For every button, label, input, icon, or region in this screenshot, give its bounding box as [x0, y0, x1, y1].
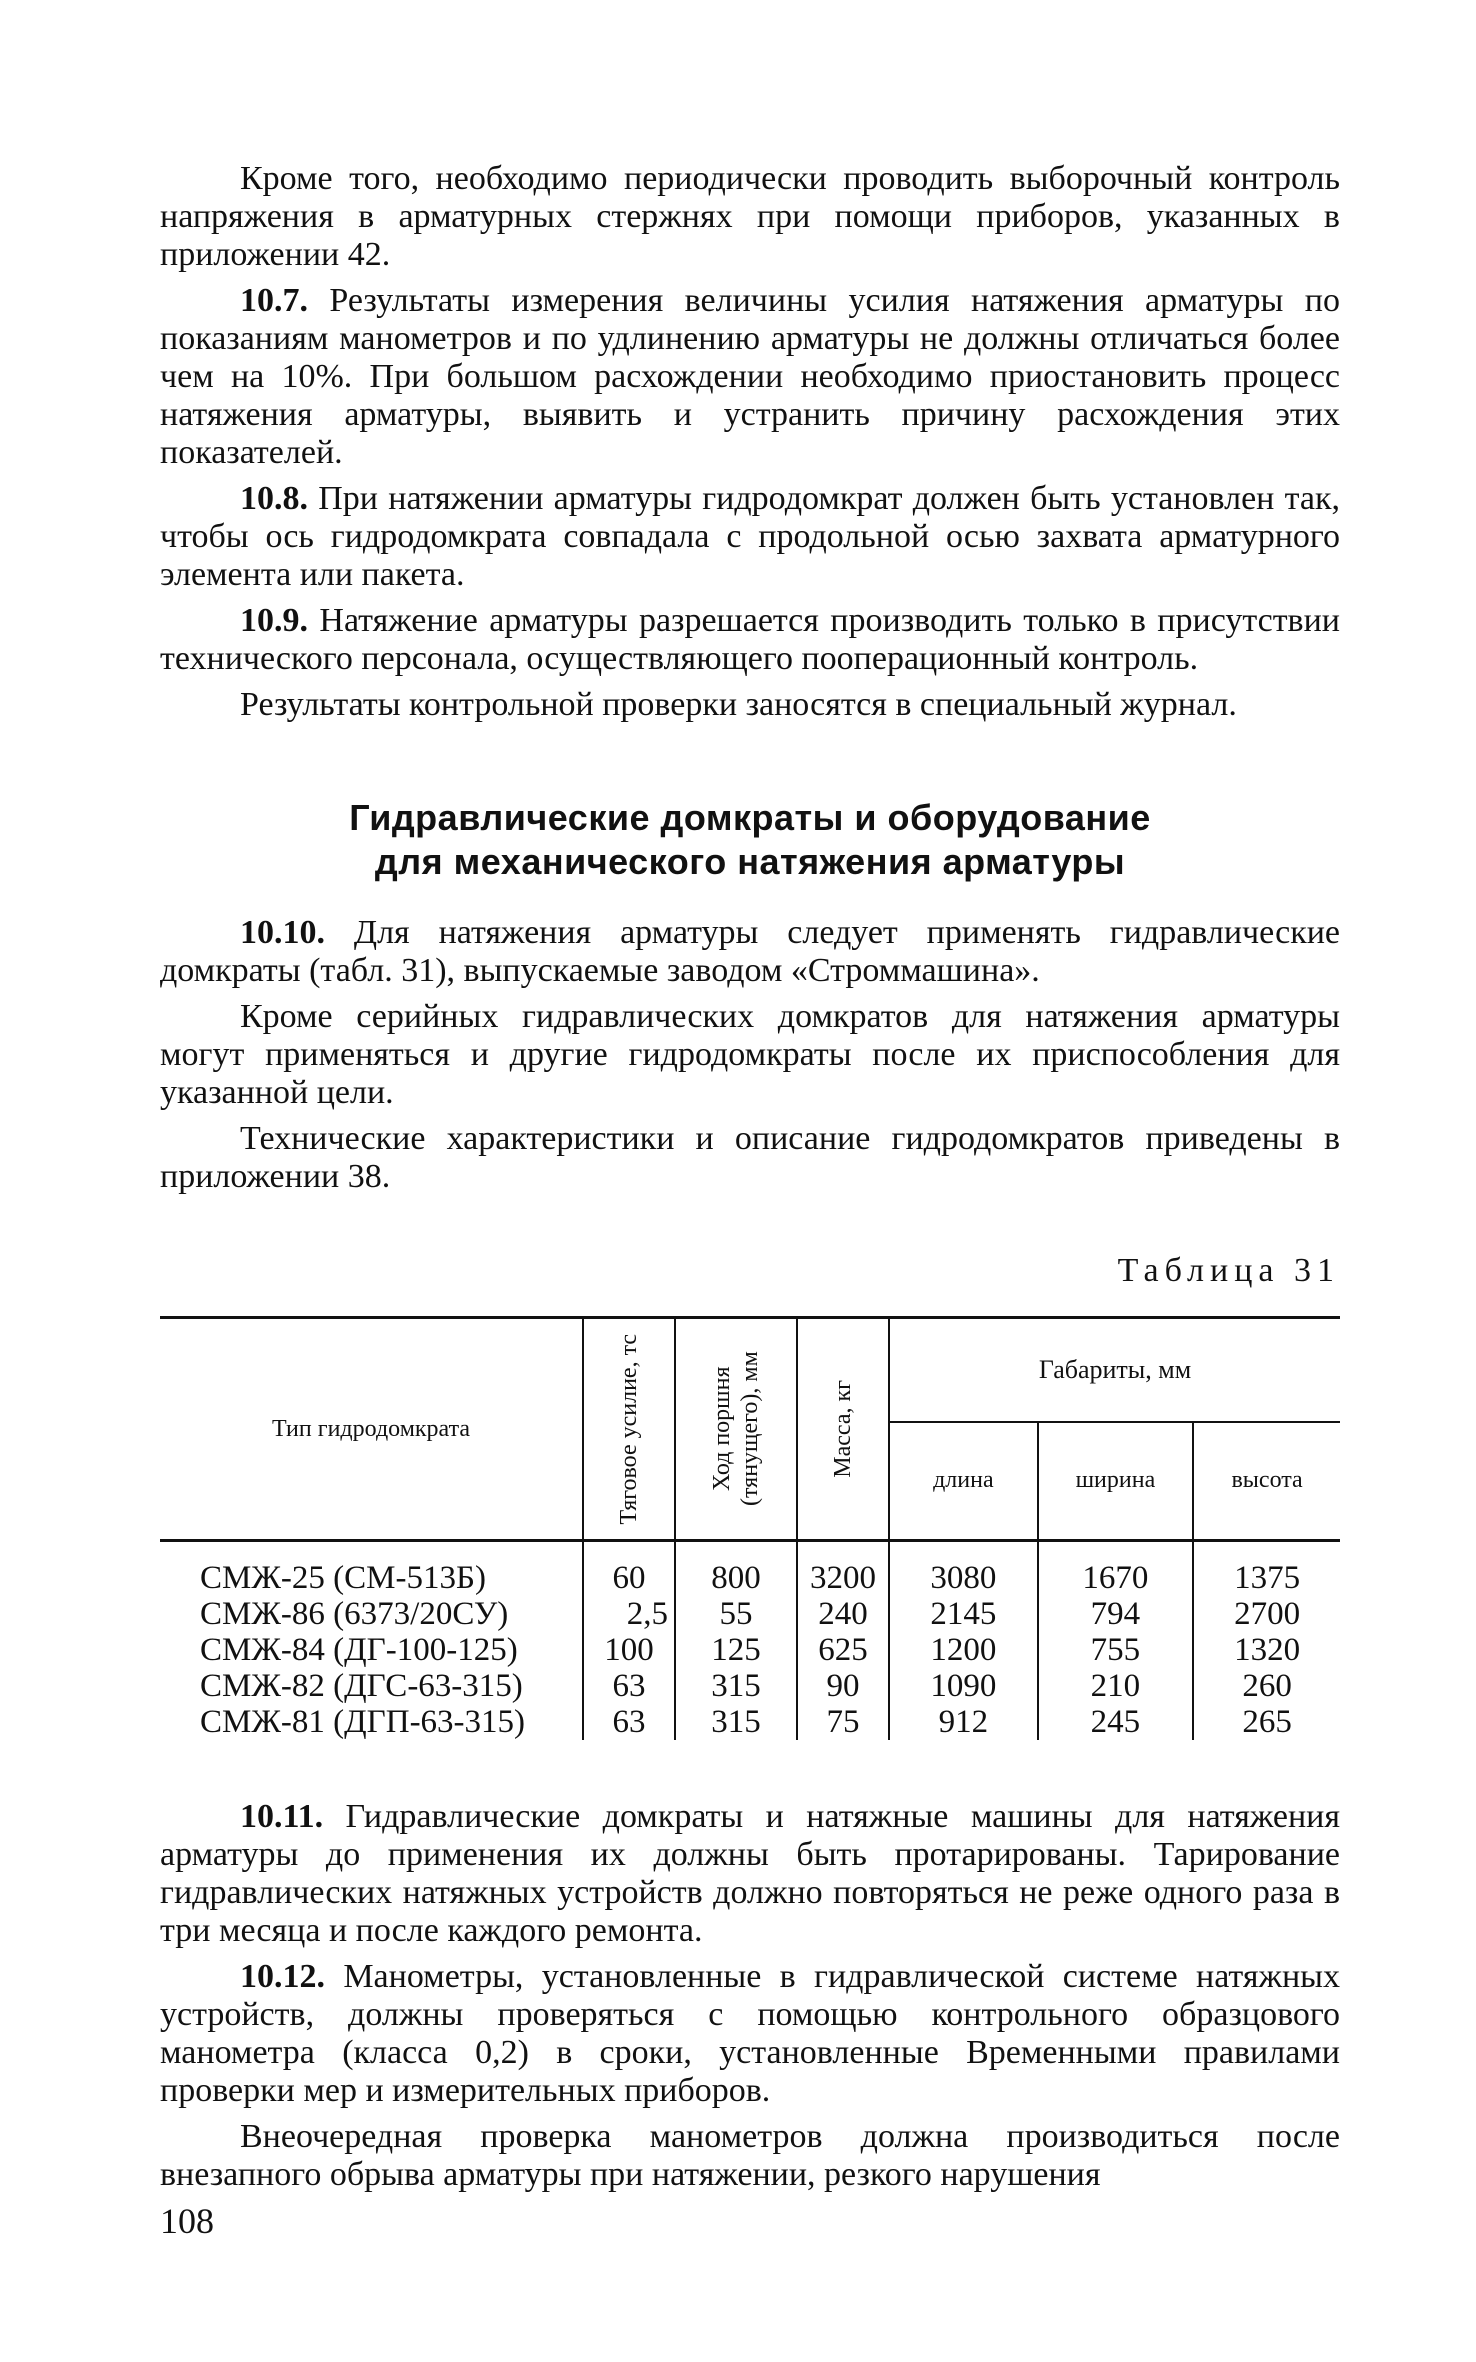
cell-height: 1375 — [1193, 1541, 1340, 1597]
paragraph: Кроме серийных гидравлических домкратов для натяжения арматуры могут применяться и другие гидродомкраты после их приспособления для указанной цели. — [160, 998, 1340, 1111]
cell-mass: 625 — [797, 1632, 889, 1668]
heading-line-2: для механического натяжения арматуры — [374, 841, 1126, 882]
paragraph: Внеочередная проверка манометров должна производиться после внезапного обрыва арматуры при натяжении, резкого нарушения — [160, 2118, 1340, 2193]
cell-height: 260 — [1193, 1668, 1340, 1704]
cell-length: 1090 — [889, 1668, 1038, 1704]
cell-stroke: 125 — [675, 1632, 797, 1668]
bottom-section — [160, 1798, 1340, 2194]
page-number: 108 — [160, 2201, 214, 2241]
header-dims: Габариты, мм — [889, 1318, 1340, 1422]
cell-height: 2700 — [1193, 1596, 1340, 1632]
cell-length: 3080 — [889, 1541, 1038, 1597]
cell-mass: 240 — [797, 1596, 889, 1632]
paragraph-10-10: 10.10. Для натяжения арматуры следует применять гидравлические домкраты (табл. 31), выпускаемые заводом «Строммашина». — [160, 914, 1340, 989]
paragraph-10-12: 10.12. Манометры, установленные в гидравлической системе натяжных устройств, должны проверяться с помощью контрольного образцового манометра (класса 0,2) в сроки, установленные Временными правилами проверки мер и измерительных приборов. — [160, 1958, 1340, 2109]
cell-type: СМЖ-84 (ДГ-100-125) — [200, 1632, 518, 1668]
header-width: ширина — [1038, 1422, 1194, 1541]
cell-type: СМЖ-82 (ДГС-63-315) — [200, 1668, 523, 1704]
cell-width: 1670 — [1038, 1541, 1194, 1597]
header-mass: Масса, кг — [797, 1318, 889, 1541]
paragraph: Результаты контрольной проверки заносятся в специальный журнал. — [240, 686, 1237, 723]
cell-stroke: 55 — [675, 1596, 797, 1632]
mid-section — [160, 914, 1340, 1196]
heading-line-1: Гидравлические домкраты и оборудование — [349, 797, 1151, 838]
paragraph: Технические характеристики и описание гидродомкратов приведены в приложении 38. — [160, 1120, 1340, 1195]
cell-width: 794 — [1038, 1596, 1194, 1632]
cell-length: 912 — [889, 1704, 1038, 1740]
cell-type: СМЖ-81 (ДГП-63-315) — [200, 1704, 526, 1740]
table-row — [160, 1668, 1340, 1704]
paragraph-10-8: 10.8. При натяжении арматуры гидродомкрат должен быть установлен так, чтобы ось гидродомкрата совпадала с продольной осью захвата арматурного элемента или пакета. — [160, 480, 1340, 593]
cell-force: 63 — [583, 1668, 675, 1704]
table-row — [160, 1596, 1340, 1632]
cell-length: 1200 — [889, 1632, 1038, 1668]
cell-force: 2,5 — [583, 1596, 675, 1632]
table-caption: Таблица 31 — [1117, 1252, 1340, 1289]
jacks-table — [160, 1316, 1340, 1740]
cell-width: 210 — [1038, 1668, 1194, 1704]
header-height: высота — [1193, 1422, 1340, 1541]
cell-width: 245 — [1038, 1704, 1194, 1740]
cell-mass: 90 — [797, 1668, 889, 1704]
cell-force: 63 — [583, 1704, 675, 1740]
header-type: Тип гидродомкрата — [160, 1318, 583, 1541]
cell-force: 60 — [583, 1541, 675, 1597]
cell-force: 100 — [583, 1632, 675, 1668]
cell-stroke: 315 — [675, 1668, 797, 1704]
paragraph-10-9: 10.9. Натяжение арматуры разрешается производить только в присутствии технического персонала, осуществляющего пооперационный контроль. — [160, 602, 1340, 677]
cell-stroke: 800 — [675, 1541, 797, 1597]
cell-type: СМЖ-25 (СМ-513Б) — [200, 1560, 486, 1596]
paragraph-10-11: 10.11. Гидравлические домкраты и натяжные машины для натяжения арматуры до применения их должны быть протарированы. Тарирование гидравлических натяжных устройств должно повторяться не реже одного раза в три месяца и после каждого ремонта. — [160, 1798, 1340, 1949]
cell-stroke: 315 — [675, 1704, 797, 1740]
cell-height: 1320 — [1193, 1632, 1340, 1668]
cell-mass: 3200 — [797, 1541, 889, 1597]
top-section — [160, 160, 1340, 724]
header-stroke: Ход поршня (тянущего), мм — [675, 1318, 797, 1541]
cell-mass: 75 — [797, 1704, 889, 1740]
paragraph-10-7: 10.7. Результаты измерения величины усилия натяжения арматуры по показаниям манометров и по удлинению арматуры не должны отличаться более чем на 10%. При большом расхождении необходимо приостановить процесс натяжения арматуры, выявить и устранить причину расхождения этих показателей. — [160, 282, 1340, 471]
table-row — [160, 1632, 1340, 1668]
header-length: длина — [889, 1422, 1038, 1541]
table-row — [160, 1541, 1340, 1597]
cell-width: 755 — [1038, 1632, 1194, 1668]
cell-type: СМЖ-86 (6373/20СУ) — [200, 1596, 509, 1632]
cell-length: 2145 — [889, 1596, 1038, 1632]
paragraph: Кроме того, необходимо периодически проводить выборочный контроль напряжения в арматурных стержнях при помощи приборов, указанных в приложении 42. — [160, 160, 1340, 273]
table-row — [160, 1704, 1340, 1740]
cell-height: 265 — [1193, 1704, 1340, 1740]
section-heading — [160, 796, 1340, 884]
header-force: Тяговое усилие, тс — [583, 1318, 675, 1541]
page-content — [160, 160, 1340, 2194]
